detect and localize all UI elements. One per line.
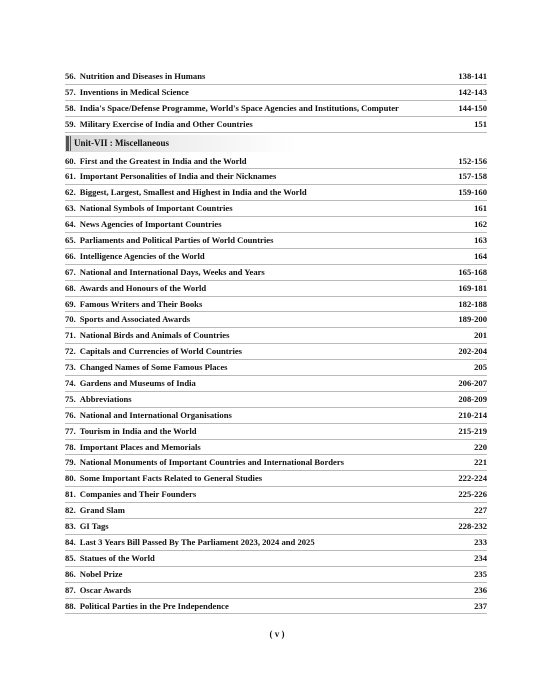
- toc-entry-title-wrap: [65, 535, 315, 549]
- toc-entry-title-wrap: [65, 583, 131, 597]
- toc-entry: [65, 201, 487, 217]
- toc-entry: [65, 169, 487, 185]
- toc-entry-number: 79.: [65, 457, 76, 468]
- toc-entry-number: 83.: [65, 521, 76, 532]
- toc-entry-title-wrap: [65, 265, 265, 279]
- toc-entry-pages: 151: [474, 118, 487, 129]
- toc-entry-number: 77.: [65, 425, 76, 436]
- toc-entry-number: 87.: [65, 584, 76, 595]
- toc-entry-title-wrap: [65, 567, 122, 581]
- toc-entry-number: 69.: [65, 298, 76, 309]
- toc-entry-title: Parliaments and Political Parties of World Countries: [79, 235, 274, 246]
- toc-entry-title: National and International Organisations: [79, 409, 232, 420]
- toc-entry-number: 78.: [65, 441, 76, 452]
- toc-entry-title: Nutrition and Diseases in Humans: [79, 71, 206, 81]
- toc-entry-number: 65.: [65, 235, 76, 246]
- toc-entry-pages: 206-207: [458, 378, 487, 389]
- toc-entry: [65, 487, 487, 503]
- toc-entry: [65, 440, 487, 456]
- toc-entry-title: Grand Slam: [79, 505, 125, 516]
- toc-group-unit-vi: [65, 69, 487, 133]
- table-of-contents: [65, 69, 487, 614]
- toc-entry-title-wrap: [65, 249, 205, 263]
- toc-entry-title-wrap: [65, 487, 196, 501]
- toc-entry: [65, 69, 487, 85]
- toc-entry-pages: 163: [474, 235, 487, 246]
- toc-entry-pages: 215-219: [458, 425, 487, 436]
- toc-entry-number: 80.: [65, 473, 76, 484]
- toc-entry-number: 71.: [65, 330, 76, 341]
- toc-entry-number: 82.: [65, 505, 76, 516]
- toc-entry-title-wrap: [65, 551, 155, 565]
- toc-entry-title: Changed Names of Some Famous Places: [79, 362, 228, 373]
- toc-entry-title-wrap: [65, 154, 247, 168]
- toc-entry-number: 56.: [65, 71, 76, 81]
- toc-entry-title: News Agencies of Important Countries: [79, 219, 222, 230]
- toc-entry-pages: 227: [474, 505, 487, 516]
- toc-entry: [65, 328, 487, 344]
- toc-entry-title-wrap: [65, 455, 344, 469]
- toc-entry-title: Sports and Associated Awards: [79, 314, 191, 325]
- toc-entry: [65, 455, 487, 471]
- toc-entry-pages: 152-156: [458, 155, 487, 166]
- toc-entry-pages: 189-200: [458, 314, 487, 325]
- toc-entry-pages: 202-204: [458, 346, 487, 357]
- toc-entry-number: 64.: [65, 219, 76, 230]
- toc-entry-pages: 221: [474, 457, 487, 468]
- toc-entry-title: Some Important Facts Related to General Studies: [79, 473, 263, 484]
- toc-entry-title: Companies and Their Founders: [79, 489, 197, 500]
- toc-entry: [65, 281, 487, 297]
- toc-entry-pages: 144-150: [458, 102, 487, 113]
- toc-entry-number: 72.: [65, 346, 76, 357]
- toc-entry: [65, 471, 487, 487]
- toc-entry-pages: 225-226: [458, 489, 487, 500]
- toc-entry-title: Biggest, Largest, Smallest and Highest in India and the World: [79, 187, 307, 198]
- toc-entry-title-wrap: [65, 297, 202, 311]
- toc-entry-title: Tourism in India and the World: [79, 425, 197, 436]
- unit-heading-bar: [66, 136, 69, 151]
- toc-entry-title-wrap: [65, 69, 205, 83]
- toc-entry-pages: 182-188: [458, 298, 487, 309]
- toc-entry-pages: 138-141: [458, 71, 487, 81]
- toc-entry-title-wrap: [65, 360, 228, 374]
- toc-entry-number: 86.: [65, 568, 76, 579]
- toc-entry-number: 75.: [65, 393, 76, 404]
- toc-entry: [65, 424, 487, 440]
- toc-entry-pages: 142-143: [458, 86, 487, 97]
- toc-entry-title: Important Places and Memorials: [79, 441, 201, 452]
- toc-entry: [65, 344, 487, 360]
- toc-entry-number: 88.: [65, 600, 76, 611]
- toc-entry-number: 81.: [65, 489, 76, 500]
- toc-entry: [65, 583, 487, 599]
- toc-entry-title-wrap: [65, 85, 189, 99]
- toc-entry: [65, 154, 487, 170]
- toc-entry: [65, 85, 487, 101]
- toc-entry-number: 70.: [65, 314, 76, 325]
- toc-entry-title: Last 3 Years Bill Passed By The Parliament 2023, 2024 and 2025: [79, 536, 315, 547]
- toc-entry: [65, 408, 487, 424]
- page-number: ( v ): [269, 629, 285, 639]
- toc-entry-title-wrap: [65, 376, 196, 390]
- toc-entry-title-wrap: [65, 503, 125, 517]
- toc-entry-pages: 164: [474, 250, 487, 261]
- toc-entry-pages: 210-214: [458, 409, 487, 420]
- toc-entry-number: 73.: [65, 362, 76, 373]
- toc-entry-title: Oscar Awards: [79, 584, 132, 595]
- toc-entry: [65, 265, 487, 281]
- toc-entry-title-wrap: [65, 392, 132, 406]
- toc-entry-title: Intelligence Agencies of the World: [79, 250, 205, 261]
- toc-entry: [65, 233, 487, 249]
- toc-entry-pages: 161: [474, 203, 487, 214]
- toc-entry-pages: 208-209: [458, 393, 487, 404]
- toc-entry-title: National Birds and Animals of Countries: [79, 330, 230, 341]
- toc-entry-number: 84.: [65, 536, 76, 547]
- toc-entry: [65, 297, 487, 313]
- toc-entry: [65, 599, 487, 615]
- toc-entry-pages: 157-158: [458, 171, 487, 182]
- unit-heading-label: Unit-VII : Miscellaneous: [74, 138, 169, 149]
- toc-entry: [65, 376, 487, 392]
- toc-entry-title: National Monuments of Important Countries and International Borders: [79, 457, 345, 468]
- toc-entry-number: 60.: [65, 155, 76, 166]
- toc-entry: [65, 392, 487, 408]
- toc-entry-number: 74.: [65, 378, 76, 389]
- toc-entry: [65, 567, 487, 583]
- toc-entry-title-wrap: [65, 599, 229, 613]
- toc-entry: [65, 101, 487, 117]
- toc-entry-pages: 165-168: [458, 266, 487, 277]
- toc-entry-title: Political Parties in the Pre Independence: [79, 600, 229, 611]
- toc-entry-title: National Symbols of Important Countries: [79, 203, 233, 214]
- toc-entry: [65, 249, 487, 265]
- toc-entry-pages: 235: [474, 568, 487, 579]
- toc-entry-title: Gardens and Museums of India: [79, 378, 196, 389]
- toc-entry-title: Capitals and Currencies of World Countries: [79, 346, 243, 357]
- toc-entry-title-wrap: [65, 101, 399, 115]
- toc-entry-number: 66.: [65, 250, 76, 261]
- toc-entry-title: National and International Days, Weeks and Years: [79, 266, 265, 277]
- toc-entry-title-wrap: [65, 233, 273, 247]
- toc-entry-title: Abbreviations: [79, 393, 132, 404]
- toc-entry-title: Statues of the World: [79, 552, 155, 563]
- toc-entry-title: Inventions in Medical Science: [79, 86, 189, 97]
- toc-entry-pages: 236: [474, 584, 487, 595]
- toc-entry-pages: 234: [474, 552, 487, 563]
- toc-entry-number: 85.: [65, 552, 76, 563]
- toc-entry-pages: 222-224: [458, 473, 487, 484]
- toc-entry-pages: 201: [474, 330, 487, 341]
- toc-entry-pages: 205: [474, 362, 487, 373]
- toc-entry-number: 67.: [65, 266, 76, 277]
- toc-entry-pages: 220: [474, 441, 487, 452]
- toc-entry-title-wrap: [65, 117, 253, 131]
- unit-heading: [65, 135, 487, 152]
- toc-entry-title-wrap: [65, 281, 206, 295]
- toc-group-unit-vii: [65, 154, 487, 615]
- toc-entry: [65, 117, 487, 133]
- toc-entry-pages: 169-181: [458, 282, 487, 293]
- toc-entry-number: 63.: [65, 203, 76, 214]
- toc-entry-title-wrap: [65, 185, 307, 199]
- toc-entry: [65, 503, 487, 519]
- toc-entry-pages: 233: [474, 536, 487, 547]
- toc-entry: [65, 535, 487, 551]
- toc-entry-title: First and the Greatest in India and the World: [79, 155, 247, 166]
- toc-entry-number: 61.: [65, 171, 76, 182]
- toc-entry: [65, 312, 487, 328]
- toc-entry-title-wrap: [65, 312, 190, 326]
- toc-entry-pages: 237: [474, 600, 487, 611]
- toc-entry-number: 68.: [65, 282, 76, 293]
- toc-entry-title: Important Personalities of India and their Nicknames: [79, 171, 277, 182]
- toc-entry-title: GI Tags: [79, 521, 109, 532]
- toc-entry-title-wrap: [65, 201, 233, 215]
- toc-entry-title-wrap: [65, 440, 201, 454]
- toc-entry-title-wrap: [65, 169, 276, 183]
- toc-entry: [65, 360, 487, 376]
- toc-entry: [65, 551, 487, 567]
- toc-entry-number: 62.: [65, 187, 76, 198]
- unit-heading-bar-thin: [70, 136, 71, 151]
- toc-entry-number: 59.: [65, 118, 76, 129]
- toc-entry: [65, 185, 487, 201]
- toc-entry-pages: 228-232: [458, 521, 487, 532]
- toc-entry-number: 58.: [65, 102, 76, 113]
- toc-entry-title: India's Space/Defense Programme, World's Space Agencies and Institutions, Computer: [79, 102, 399, 113]
- toc-entry-title-wrap: [65, 328, 229, 342]
- toc-entry: [65, 217, 487, 233]
- toc-entry-title-wrap: [65, 424, 197, 438]
- toc-entry-title: Nobel Prize: [79, 568, 123, 579]
- toc-entry-title-wrap: [65, 519, 109, 533]
- toc-entry-number: 57.: [65, 86, 76, 97]
- toc-entry-title: Awards and Honours of the World: [79, 282, 207, 293]
- toc-entry-title-wrap: [65, 217, 222, 231]
- toc-entry-pages: 162: [474, 219, 487, 230]
- toc-entry-pages: 159-160: [458, 187, 487, 198]
- toc-entry-title: Military Exercise of India and Other Countries: [79, 118, 253, 129]
- toc-entry-title: Famous Writers and Their Books: [79, 298, 203, 309]
- toc-entry-title-wrap: [65, 408, 232, 422]
- toc-entry-number: 76.: [65, 409, 76, 420]
- toc-entry: [65, 519, 487, 535]
- toc-entry-title-wrap: [65, 471, 262, 485]
- toc-entry-title-wrap: [65, 344, 242, 358]
